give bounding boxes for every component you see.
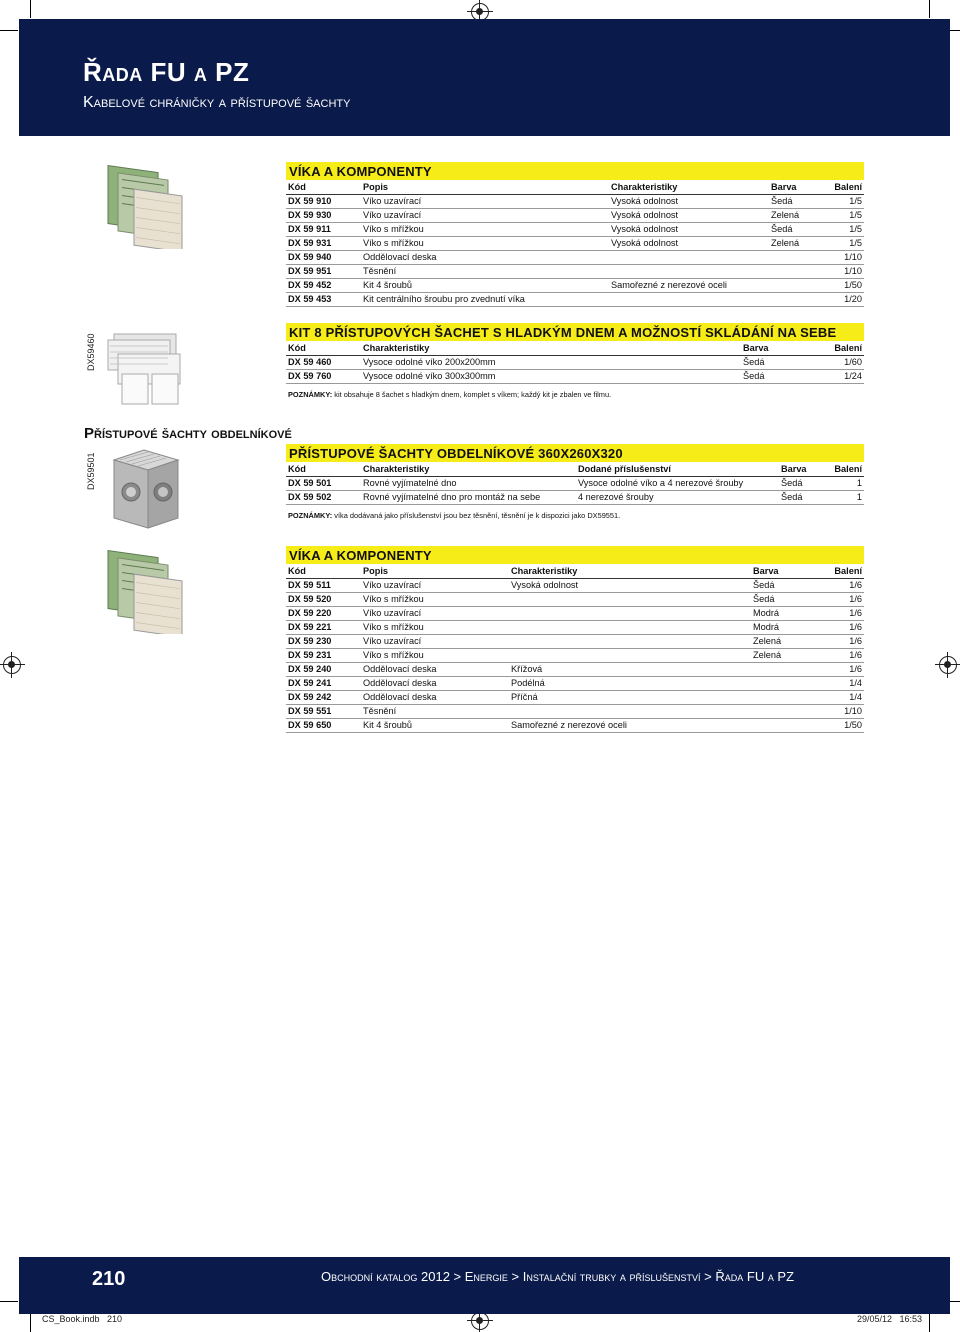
table-cell: 1/6 — [821, 620, 864, 634]
page-footer — [19, 1257, 950, 1314]
table-cell: Samořezné z nerezové oceli — [609, 278, 769, 292]
table-cell: Oddělovací deska — [361, 676, 509, 690]
column-header: Kód — [286, 341, 361, 355]
product-code: DX 59 520 — [286, 592, 361, 606]
product-code: DX 59 650 — [286, 718, 361, 732]
table-cell: 1/10 — [824, 264, 864, 278]
table-cell: 1/4 — [821, 676, 864, 690]
table-cell: 1/6 — [821, 634, 864, 648]
column-header: Kód — [286, 564, 361, 578]
table-row — [286, 355, 864, 369]
table-note — [286, 511, 864, 520]
table-cell: Oddělovací deska — [361, 662, 509, 676]
product-table — [286, 564, 864, 733]
table-cell — [751, 690, 821, 704]
table-cell: Víko s mřížkou — [361, 592, 509, 606]
product-table — [286, 180, 864, 307]
table-cell: 1 — [824, 476, 864, 490]
table-row — [286, 476, 864, 490]
product-table — [286, 341, 864, 384]
product-code: DX 59 241 — [286, 676, 361, 690]
table-cell: Oddělovací deska — [361, 690, 509, 704]
table-row — [286, 264, 864, 278]
table-cell — [609, 292, 769, 306]
table-row — [286, 369, 864, 383]
table-cell: Zelená — [769, 236, 824, 250]
table-cell — [509, 592, 751, 606]
table-row — [286, 620, 864, 634]
table-cell — [769, 278, 824, 292]
table-row — [286, 250, 864, 264]
table-row — [286, 222, 864, 236]
table-cell: Rovné vyjímatelné dno — [361, 476, 576, 490]
table-cell: 1/50 — [821, 718, 864, 732]
table-cell: 1/20 — [824, 292, 864, 306]
table-title: PŘÍSTUPOVÉ ŠACHTY OBDELNÍKOVÉ 360X260X320 — [286, 444, 864, 462]
product-code: DX 59 501 — [286, 476, 361, 490]
product-table — [286, 462, 864, 505]
covers-product-image — [104, 548, 186, 634]
product-code: DX 59 452 — [286, 278, 361, 292]
table-cell: Podélná — [509, 676, 751, 690]
table-cell: Rovné vyjímatelné dno pro montáž na sebe — [361, 490, 576, 504]
side-code-label: DX59460 — [86, 333, 96, 371]
table-cell — [509, 704, 751, 718]
table-cell: 1/6 — [821, 648, 864, 662]
table-cell: 1/10 — [821, 704, 864, 718]
column-header: Barva — [751, 564, 821, 578]
column-header: Dodané příslušenství — [576, 462, 779, 476]
table-cell: 1/10 — [824, 250, 864, 264]
table-cell: 1/6 — [821, 578, 864, 592]
table-cell: Modrá — [751, 606, 821, 620]
note-label: POZNÁMKY: — [288, 510, 333, 520]
note-text: kit obsahuje 8 šachet s hladkým dnem, komplet s víkem; každý kit je zbalen ve filmu. — [332, 389, 612, 399]
product-code: DX 59 951 — [286, 264, 361, 278]
table-cell: Šedá — [769, 194, 824, 208]
column-header: Balení — [824, 180, 864, 194]
page-header — [19, 19, 950, 136]
table-cell: Kit 4 šroubů — [361, 718, 509, 732]
product-code: DX 59 930 — [286, 208, 361, 222]
table-title: KIT 8 PŘÍSTUPOVÝCH ŠACHET S HLADKÝM DNEM A MOŽNOSTÍ SKLÁDÁNÍ NA SEBE — [286, 323, 864, 341]
table-row — [286, 278, 864, 292]
product-code: DX 59 240 — [286, 662, 361, 676]
table-cell: Vysoká odolnost — [609, 222, 769, 236]
note-label: POZNÁMKY: — [288, 389, 333, 399]
column-header: Balení — [821, 341, 864, 355]
registration-mark-icon — [3, 656, 21, 674]
crop-mark — [929, 1314, 930, 1332]
table-row — [286, 690, 864, 704]
product-code: DX 59 221 — [286, 620, 361, 634]
kit-boxes-image — [104, 330, 184, 410]
table-cell: 1/4 — [821, 690, 864, 704]
table-title: VÍKA A KOMPONENTY — [286, 546, 864, 564]
product-code: DX 59 453 — [286, 292, 361, 306]
column-header: Kód — [286, 462, 361, 476]
product-code: DX 59 931 — [286, 236, 361, 250]
table-row — [286, 208, 864, 222]
page-number: 210 — [92, 1268, 126, 1290]
table-cell: 1 — [824, 490, 864, 504]
column-header: Popis — [361, 180, 609, 194]
table-cell: Víko uzavírací — [361, 578, 509, 592]
crop-mark — [0, 1301, 18, 1302]
section-title: Přístupové šachty obdelníkové — [84, 425, 292, 442]
table-note — [286, 390, 864, 399]
table-cell: Kit centrálního šroubu pro zvednutí víka — [361, 292, 609, 306]
table-cell: 4 nerezové šrouby — [576, 490, 779, 504]
table-row — [286, 490, 864, 504]
table-cell: Kit 4 šroubů — [361, 278, 609, 292]
table-cell: Modrá — [751, 620, 821, 634]
table-row — [286, 704, 864, 718]
table-cell: 1/5 — [824, 222, 864, 236]
table-cell: Těsnění — [361, 264, 609, 278]
product-code: DX 59 911 — [286, 222, 361, 236]
table-cell: Oddělovací deska — [361, 250, 609, 264]
column-header: Charakteristiky — [361, 462, 576, 476]
product-code: DX 59 940 — [286, 250, 361, 264]
table-cell — [769, 292, 824, 306]
covers-product-image — [104, 163, 186, 249]
rectangular-shaft-image — [104, 446, 184, 532]
table-cell: Šedá — [751, 592, 821, 606]
table-cell: Šedá — [751, 578, 821, 592]
table-cell: Křížová — [509, 662, 751, 676]
table-cell: 1/50 — [824, 278, 864, 292]
column-header: Balení — [821, 564, 864, 578]
table-cell: Vysoce odolné víko 300x300mm — [361, 369, 741, 383]
table-cell: Šedá — [741, 355, 821, 369]
table-cell — [509, 620, 751, 634]
table-cell — [769, 250, 824, 264]
table-cell: Víko s mřížkou — [361, 222, 609, 236]
note-text: víka dodávaná jako příslušenství jsou bez těsnění, těsnění je k dispozici jako DX59551. — [332, 510, 621, 520]
table-row — [286, 662, 864, 676]
table-cell: Těsnění — [361, 704, 509, 718]
product-code: DX 59 511 — [286, 578, 361, 592]
column-header: Barva — [741, 341, 821, 355]
table-cell: 1/5 — [824, 194, 864, 208]
table-cell: Vysoká odolnost — [609, 208, 769, 222]
table-row — [286, 592, 864, 606]
slug-date-info: 29/05/12 16:53 — [856, 1314, 922, 1324]
table-cell: Víko uzavírací — [361, 208, 609, 222]
page-subtitle: Kabelové chráničky a přístupové šachty — [83, 94, 351, 111]
table-cell — [609, 264, 769, 278]
kit-shafts-table — [286, 323, 864, 399]
table-cell: 1/5 — [824, 236, 864, 250]
registration-mark-icon — [939, 656, 957, 674]
table-cell: Samořezné z nerezové oceli — [509, 718, 751, 732]
crop-mark — [929, 0, 930, 18]
table-cell — [609, 250, 769, 264]
table-cell — [509, 606, 751, 620]
product-code: DX 59 242 — [286, 690, 361, 704]
table-row — [286, 718, 864, 732]
product-code: DX 59 502 — [286, 490, 361, 504]
table-cell: Vysoká odolnost — [609, 194, 769, 208]
table-cell: Šedá — [779, 476, 824, 490]
page-title: Řada FU a PZ — [83, 57, 250, 87]
table-cell — [751, 704, 821, 718]
table-cell: 1/60 — [821, 355, 864, 369]
product-code: DX 59 220 — [286, 606, 361, 620]
table-cell: Zelená — [751, 648, 821, 662]
product-code: DX 59 230 — [286, 634, 361, 648]
crop-mark — [30, 0, 31, 18]
column-header: Charakteristiky — [609, 180, 769, 194]
crop-mark — [0, 30, 18, 31]
table-cell: 1/6 — [821, 592, 864, 606]
column-header: Charakteristiky — [509, 564, 751, 578]
table-cell: Šedá — [769, 222, 824, 236]
column-header: Barva — [779, 462, 824, 476]
column-header: Charakteristiky — [361, 341, 741, 355]
table-cell: Vysoce odolné víko a 4 nerezové šrouby — [576, 476, 779, 490]
table-cell — [509, 634, 751, 648]
column-header: Popis — [361, 564, 509, 578]
table-row — [286, 676, 864, 690]
crop-mark — [30, 1314, 31, 1332]
table-row — [286, 578, 864, 592]
column-header: Barva — [769, 180, 824, 194]
table-title: VÍKA A KOMPONENTY — [286, 162, 864, 180]
table-row — [286, 634, 864, 648]
table-row — [286, 236, 864, 250]
column-header: Balení — [824, 462, 864, 476]
table-cell: 1/6 — [821, 606, 864, 620]
table-cell — [509, 648, 751, 662]
table-cell — [751, 718, 821, 732]
product-code: DX 59 760 — [286, 369, 361, 383]
table-row — [286, 606, 864, 620]
registration-mark-icon — [471, 1312, 489, 1330]
table-cell: Příčná — [509, 690, 751, 704]
table-cell: Víko s mřížkou — [361, 620, 509, 634]
table-cell: Šedá — [779, 490, 824, 504]
product-code: DX 59 460 — [286, 355, 361, 369]
rectangular-shafts-table — [286, 444, 864, 520]
table-cell: 1/5 — [824, 208, 864, 222]
table-cell: Zelená — [751, 634, 821, 648]
table-cell: Víko uzavírací — [361, 606, 509, 620]
table-cell: Šedá — [741, 369, 821, 383]
table-cell: Vysoká odolnost — [509, 578, 751, 592]
table-cell — [751, 676, 821, 690]
covers-components-table-2 — [286, 546, 864, 733]
table-cell: Vysoce odolné víko 200x200mm — [361, 355, 741, 369]
product-code: DX 59 231 — [286, 648, 361, 662]
table-cell: Víko uzavírací — [361, 634, 509, 648]
table-cell — [751, 662, 821, 676]
table-cell: Víko s mřížkou — [361, 236, 609, 250]
table-cell — [769, 264, 824, 278]
side-code-label: DX59501 — [86, 452, 96, 490]
product-code: DX 59 910 — [286, 194, 361, 208]
table-cell: Zelená — [769, 208, 824, 222]
column-header: Kód — [286, 180, 361, 194]
table-row — [286, 648, 864, 662]
product-code: DX 59 551 — [286, 704, 361, 718]
table-row — [286, 292, 864, 306]
table-cell: 1/24 — [821, 369, 864, 383]
table-row — [286, 194, 864, 208]
table-cell: Víko uzavírací — [361, 194, 609, 208]
table-cell: 1/6 — [821, 662, 864, 676]
covers-components-table-1 — [286, 162, 864, 307]
slug-file-info: CS_Book.indb 210 — [42, 1314, 123, 1324]
breadcrumb: Obchodní katalog 2012 > Energie > Instalační trubky a příslušenství > Řada FU a PZ — [321, 1269, 795, 1284]
table-cell: Víko s mřížkou — [361, 648, 509, 662]
table-cell: Vysoká odolnost — [609, 236, 769, 250]
